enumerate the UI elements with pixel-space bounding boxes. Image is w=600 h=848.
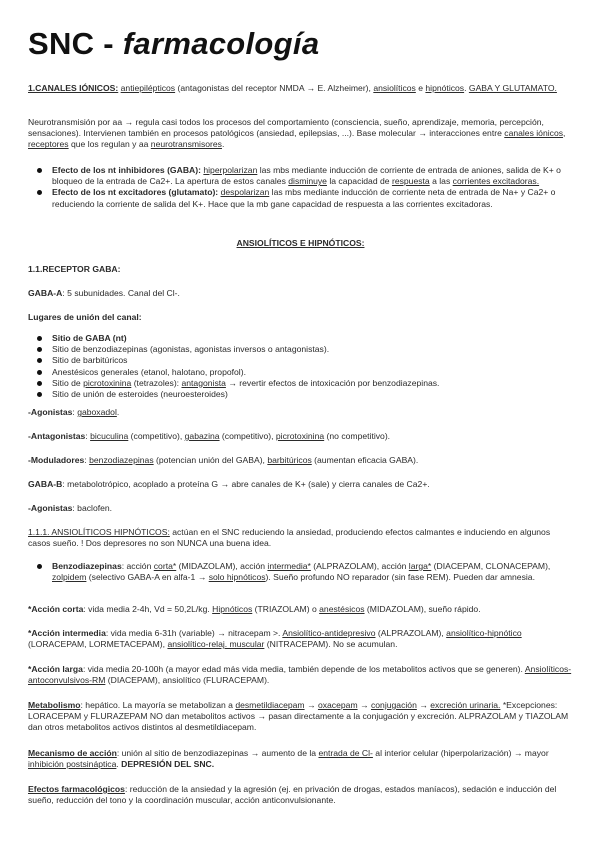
modulators-line: -Moduladores: benzodiazepinas (potencian unión del GABA), barbitúricos (aumentan eficacia GABA). (28, 455, 419, 465)
list-item: Sitio de picrotoxinina (tetrazoles): antagonista → revertir efectos de intoxicación por benzodiazepinas. (28, 378, 573, 389)
short-action-line: *Acción corta: vida media 2-4h, Vd = 50,2L/kg. Hipnóticos (TRIAZOLAM) o anestésicos (MIDAZOLAM), sueño rápido. (28, 604, 481, 614)
metabolism-paragraph: Metabolismo: hepático. La mayoría se metabolizan a desmetildiacepam → oxacepam → conjugación → excreción urinaria. *Excepciones: LORACEPAM y FLURAZEPAM NO dan metabolitos activos → pasan directamente a la conjugación y excreción. ALPRAZOLAM y TIAZOLAM dan otros metabolitos activos distintos al desmetildiacepam. (28, 700, 569, 733)
binding-sites-heading: Lugares de unión del canal: (28, 312, 142, 322)
list-item: Efecto de los nt excitadores (glutamato): despolarizan las mbs mediante inducción de corriente neta de entrada de Na+ y Ca2+ o reduciendo la corriente de salida del K+. Hace que la mb gane capacidad de respuesta a las corrientes excitadoras. (28, 187, 573, 209)
section-ansioliticos: 1.1.1. ANSIOLÍTICOS HIPNÓTICOS: actúan en el SNC reduciendo la ansiedad, produciendo efectos calmantes e induciendo en algunos casos sueño. ! Dos depresores no son NUNCA una buena idea. (28, 527, 551, 549)
list-item: Sitio de barbitúricos (28, 355, 573, 366)
antagonists-line: -Antagonistas: bicuculina (competitivo), gabazina (competitivo), picrotoxinina (no competitivo). (28, 431, 391, 441)
benzodiazepines-list (28, 561, 573, 583)
gaba-a-line: GABA-A: 5 subunidades. Canal del Cl-. (28, 288, 180, 298)
intro-paragraph: Neurotransmisión por aa → regula casi todos los procesos del comportamiento (consciencia, sueño, aprendizaje, memoria, percepción, sensaciones). Intervienen también en procesos patológicos (ansiedad, epilepsias, ...). Base molecular → interacciones entre canales iónicos, receptores que los regulan y aa neurotransmisores. (28, 117, 566, 150)
list-item: Anestésicos generales (etanol, halotano, propofol). (28, 367, 573, 378)
agonists-line: -Agonistas: gaboxadol. (28, 407, 120, 417)
list-item: Sitio de benzodiazepinas (agonistas, agonistas inversos o antagonistas). (28, 344, 573, 355)
list-item: Sitio de unión de esteroides (neuroesteroides) (28, 389, 573, 400)
list-item: Efecto de los nt inhibidores (GABA): hiperpolarizan las mbs mediante inducción de corriente de entrada de aniones, salida de K+ o bloqueo de la entrada de Ca2+. La apertura de estos canales disminuye la capacidad de respuesta a las corrientes excitadoras. (28, 165, 573, 187)
section-receptor-gaba: 1.1.RECEPTOR GABA: (28, 264, 121, 274)
page-title: SNC - farmacología (28, 26, 320, 61)
section-subheading: ANSIOLÍTICOS E HIPNÓTICOS: (236, 238, 365, 248)
binding-sites-list (28, 333, 573, 400)
list-item: Benzodiazepinas: acción corta* (MIDAZOLAM), acción intermedia* (ALPRAZOLAM), acción larga* (DIACEPAM, CLONACEPAM), zolpidem (selectivo GABA-A en alfa-1 → solo hipnóticos). Sueño profundo NO reparador (sin fase REM). Pueden dar amnesia. (28, 561, 573, 583)
long-action-paragraph: *Acción larga: vida media 20-100h (a mayor edad más vida media, también depende de los metabolitos activos que se generen). Ansiolíticos-antoconvulsivos-RM (DIACEPAM), ansiolítico (FLURACEPAM). (28, 664, 572, 686)
pharmacological-effects-paragraph: Efectos farmacológicos: reducción de la ansiedad y la agresión (ej. en privación de drogas, estados maníacos), sedación e inducción del sueño, reducción del tono y la coordinación muscular, acción anticonvulsionante. (28, 784, 557, 806)
section-canales-ionicos: 1.CANALES IÓNICOS: antiepilépticos (antagonistas del receptor NMDA → E. Alzheimer), ansiolíticos e hipnóticos. GABA Y GLUTAMATO. (28, 83, 557, 93)
intermediate-action-paragraph: *Acción intermedia: vida media 6-31h (variable) → nitracepam >. Ansiolítico-antidepresivo (ALPRAZOLAM), ansiolítico-hipnótico (LORACEPAM, LORMETACEPAM), ansiolítico-relaj. muscular (NITRACEPAM). No se acumulan. (28, 628, 522, 650)
mechanism-paragraph: Mecanismo de acción: unión al sitio de benzodiazepinas → aumento de la entrada de Cl- al interior celular (hiperpolarización) → mayor inhibición postsináptica. DEPRESIÓN DEL SNC. (28, 748, 549, 770)
agonists-b-line: -Agonistas: baclofen. (28, 503, 113, 513)
nt-effects-list (28, 165, 573, 210)
list-item: Sitio de GABA (nt) (28, 333, 573, 344)
gaba-b-line: GABA-B: metabolotrópico, acoplado a proteína G → abre canales de K+ (sale) y cierra canales de Ca2+. (28, 479, 430, 489)
